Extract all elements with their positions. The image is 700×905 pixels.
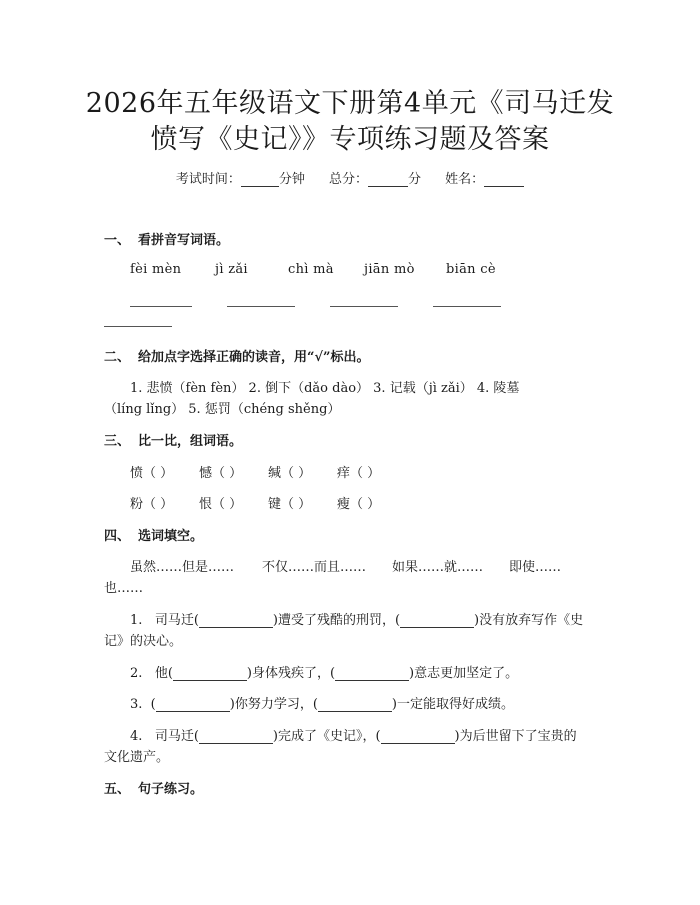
fill-question-4-cont: 文化遗产。	[104, 750, 170, 765]
pinyin-2: jì zǎi	[215, 262, 248, 277]
pinyin-1: fèi mèn	[130, 262, 182, 277]
fill-question-4: 4. 司马迁( )完成了《史记》，( )为后世留下了宝贵的	[130, 729, 577, 744]
total-score-field: 总分： 分	[328, 172, 422, 187]
exam-meta	[0, 168, 700, 187]
answer-blank-2	[227, 306, 295, 307]
conjunction-option-4: 即使……	[509, 560, 562, 575]
fill-question-3: 3. ( )你努力学习，( )一定能取得好成绩。	[130, 697, 514, 712]
compare-word-6: 恨（ ）	[199, 497, 243, 512]
compare-word-5: 粉（ ）	[130, 497, 174, 512]
page-title-line-1: 2026年五年级语文下册第4单元《司马迁发	[85, 88, 615, 119]
answer-blank-4	[433, 306, 501, 307]
fill-question-1-cont: 记》的决心。	[104, 634, 183, 649]
compare-word-2: 憾（ ）	[199, 466, 243, 481]
compare-word-7: 键（ ）	[268, 497, 312, 512]
conjunction-option-3: 如果……就……	[392, 560, 484, 575]
conjunction-option-2: 不仅……而且……	[262, 560, 367, 575]
section-5-heading: 五、 句子练习。	[104, 782, 204, 797]
conjunction-option-4-tail: 也……	[104, 581, 144, 596]
section-3-heading: 三、 比一比，组词语。	[104, 434, 243, 449]
section-4-heading: 四、 选词填空。	[104, 529, 204, 544]
pinyin-5: biān cè	[446, 262, 496, 277]
section-2-heading: 二、 给加点字选择正确的读音，用“√”标出。	[104, 350, 370, 365]
pinyin-4: jiān mò	[364, 262, 415, 277]
answer-blank-3	[330, 306, 398, 307]
answer-blank-1	[130, 306, 192, 307]
compare-word-1: 愤（ ）	[130, 466, 174, 481]
reading-items-line-1: 1. 悲愤（fèn fèn） 2. 倒下（dǎo dào） 3. 记载（jì zǎi） 4. 陵墓	[130, 381, 520, 396]
fill-question-2: 2. 他( )身体残疾了，( )意志更加坚定了。	[130, 666, 519, 681]
compare-word-4: 痒（ ）	[337, 466, 381, 481]
fill-question-1: 1. 司马迁( )遭受了残酷的刑罚，( )没有放弃写作《史	[130, 613, 584, 628]
student-name-field: 姓名：	[445, 172, 524, 187]
pinyin-3: chì mà	[288, 262, 334, 277]
answer-blank-5	[104, 326, 172, 327]
compare-word-3: 缄（ ）	[268, 466, 312, 481]
section-1-heading: 一、 看拼音写词语。	[104, 233, 230, 248]
exam-time-field: 考试时间： 分钟	[175, 172, 305, 187]
compare-word-8: 瘦（ ）	[337, 497, 381, 512]
reading-items-line-2: （líng lǐng） 5. 惩罚（chéng shěng）	[104, 402, 341, 417]
page-title-line-2: 愤写《史记》》专项练习题及答案	[150, 124, 550, 155]
conjunction-option-1: 虽然……但是……	[130, 560, 235, 575]
